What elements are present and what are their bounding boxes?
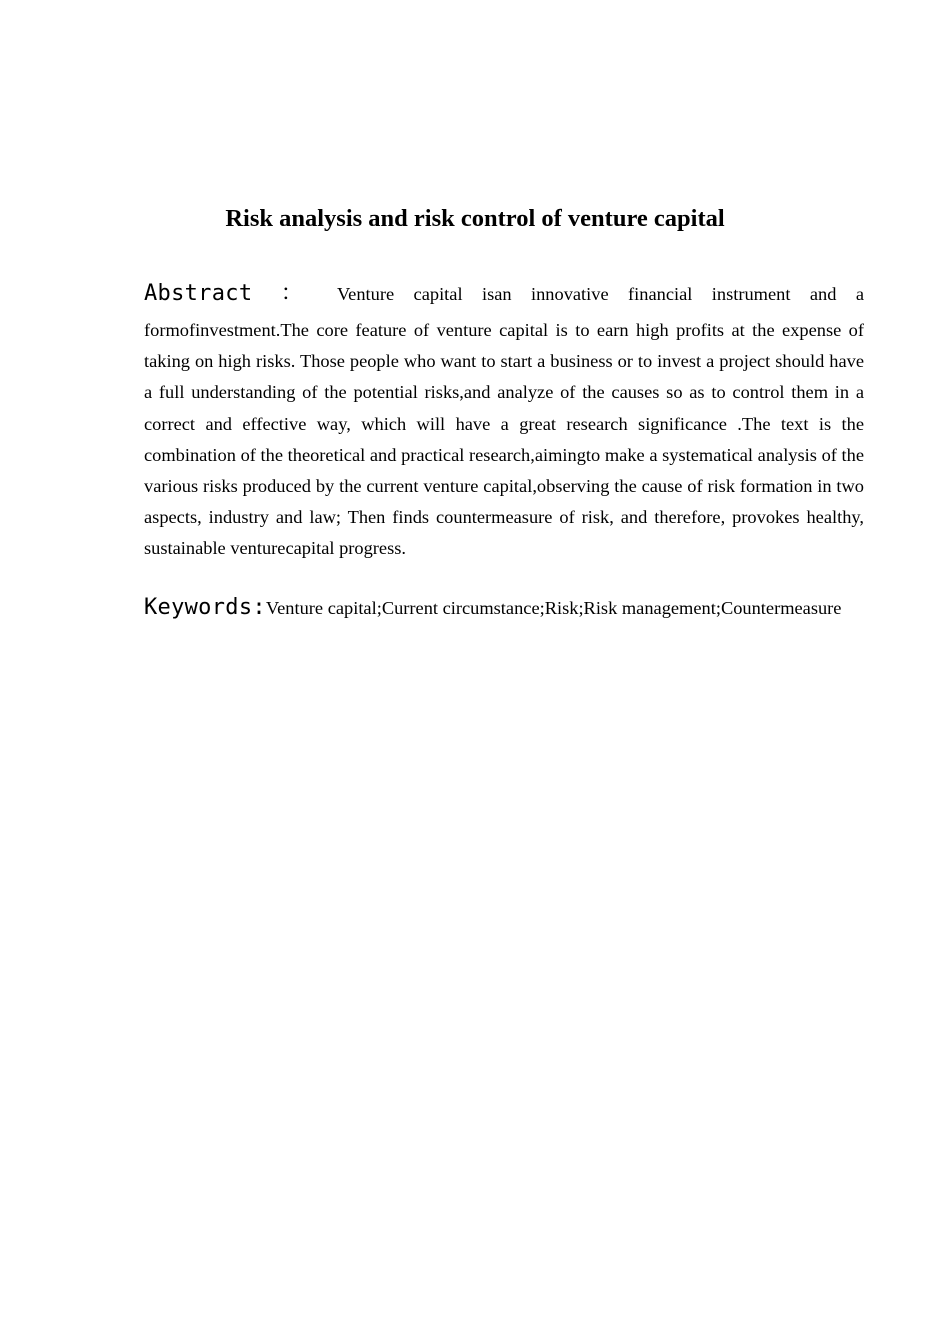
document-title: Risk analysis and risk control of venture capital — [225, 205, 725, 232]
abstract-first-line — [144, 276, 864, 312]
keywords-section — [144, 592, 904, 624]
abstract-section — [144, 276, 864, 565]
abstract-first-line-text: Venture capital isan innovative financial instrument and a — [336, 284, 864, 304]
keywords-label: Keywords: — [144, 595, 266, 620]
keywords-text: Venture capital;Current circumstance;Risk;Risk management;Countermeasure — [265, 598, 842, 618]
abstract-body: formofinvestment.The core feature of venture capital is to earn high profits at the expense of taking on high risks. Those people who want to start a business or to invest a project should have a full understanding of the potential risks,and analyze of the causes so as to control them in a correct and effective way, which will have a great research significance .The text is the combination of the theoretical and practical research,aimingto make a systematical analysis of the various risks produced by the current venture capital,observing the cause of risk formation in two aspects, industry and law; Then finds countermeasure of risk, and therefore, provokes healthy, sustainable venturecapital progress. — [144, 320, 864, 559]
abstract-label: Abstract ： — [144, 281, 318, 306]
